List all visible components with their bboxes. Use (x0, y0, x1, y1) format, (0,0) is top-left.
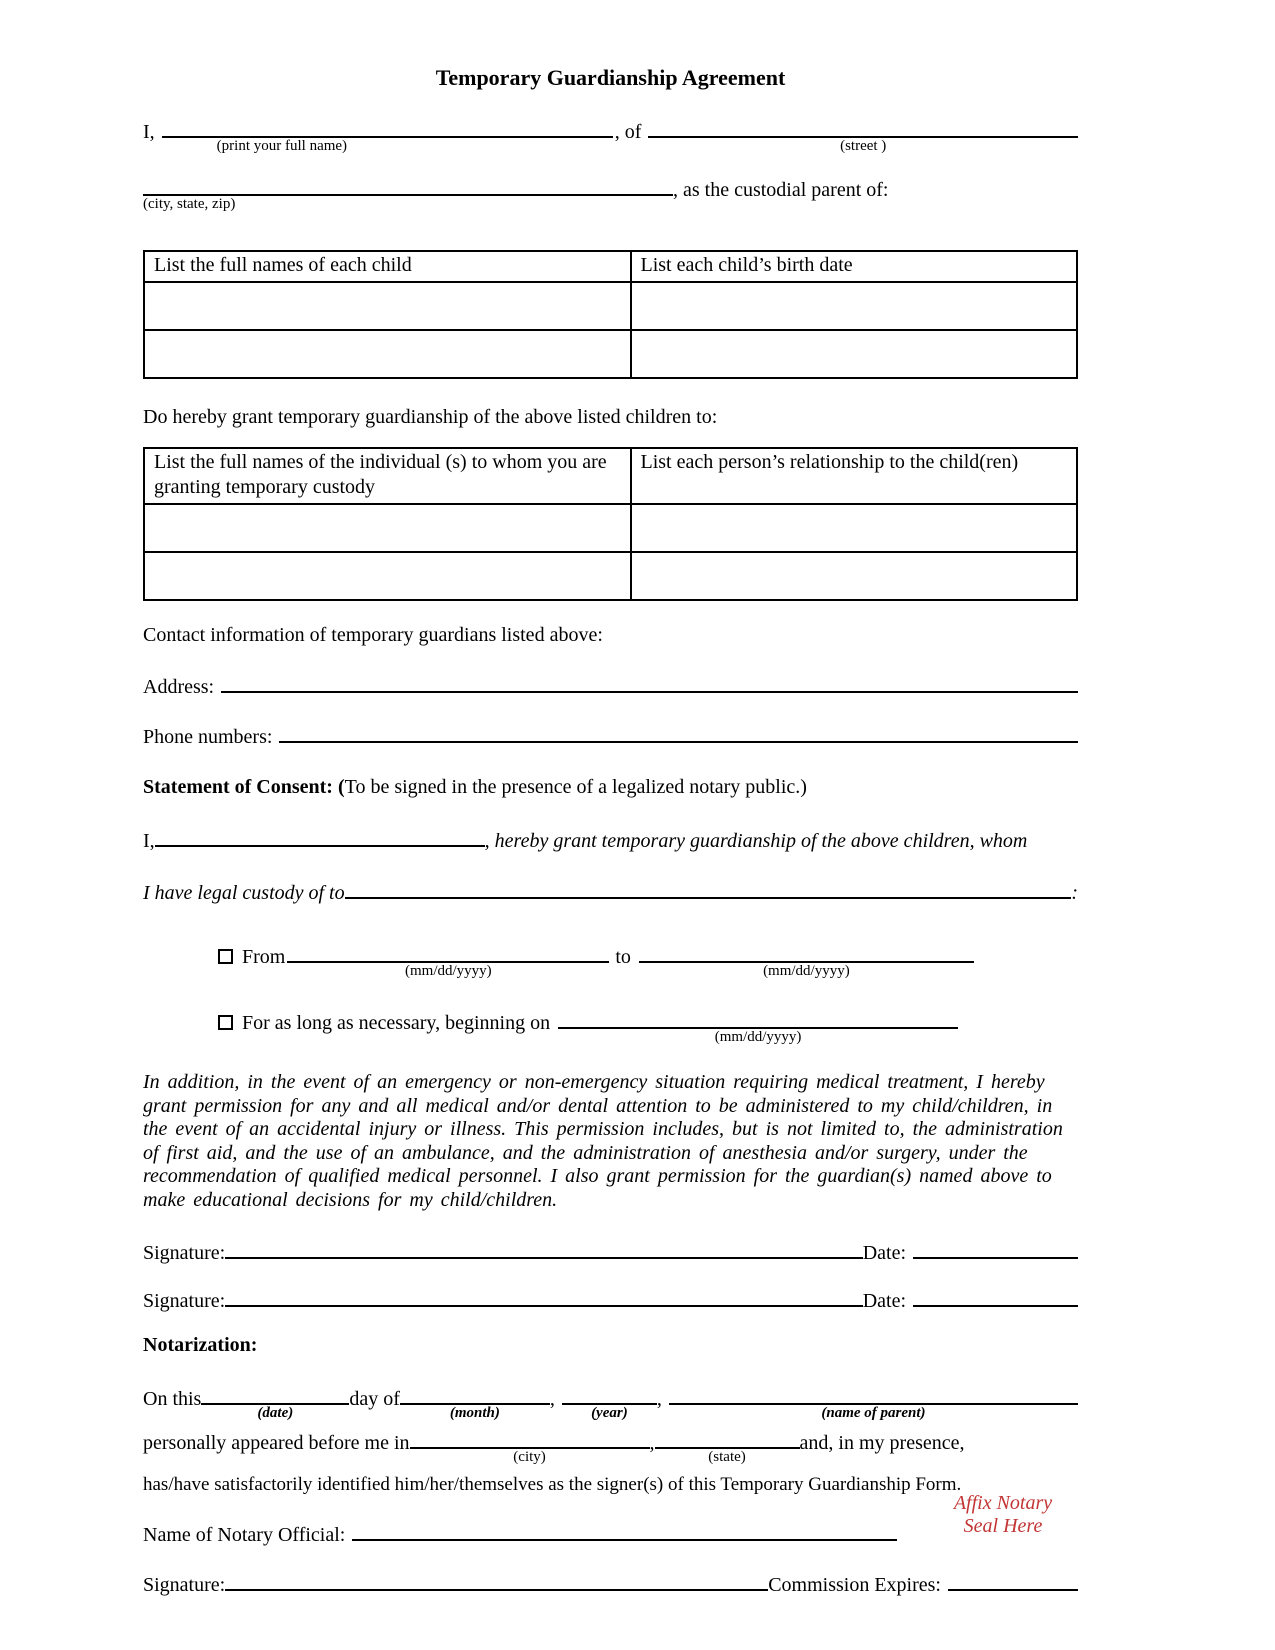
medical-consent-paragraph: In addition, in the event of an emergency or non-emergency situation requiring medical treatment, I hereby grant permission for any and all medical and/or dental attention to be administered to my child/children, in the event of an accidental injury or illness. This permission includes, but is not limited to, the administration of first aid, and the use of an ambulance, and the administration of anesthesia and/or surgery, under the recommendation of qualified medical personnel. I also grant permission for the guardian(s) named above to make educational decisions for my child/children. (143, 1071, 1063, 1211)
notary-name-label: Name of Notary Official: (143, 1523, 346, 1546)
custody-of-to-label: I have legal custody of to (143, 882, 345, 904)
consent-colon: : (1071, 882, 1078, 904)
notary-state-field[interactable] (655, 1427, 800, 1465)
table-row (144, 504, 1077, 552)
period-necessary-row (143, 1007, 1078, 1045)
address-row (143, 671, 1078, 699)
consent-name-field[interactable] (155, 825, 485, 847)
necessary-label: For as long as necessary, beginning on (242, 1012, 551, 1034)
state-caption: (state) (708, 1448, 746, 1465)
phone-numbers-field[interactable] (279, 721, 1078, 743)
table-row (144, 282, 1077, 330)
signature-row-2 (143, 1285, 1078, 1313)
table-row (144, 330, 1077, 378)
signature-label: Signature: (143, 1241, 226, 1264)
address-field[interactable] (221, 671, 1078, 693)
day-of-label: day of (349, 1387, 400, 1410)
print-name-caption: (print your full name) (216, 138, 348, 154)
notary-signature-row (143, 1569, 1078, 1597)
appeared-label: personally appeared before me in (143, 1431, 410, 1454)
seal-note-line-1: Affix Notary (953, 1491, 1053, 1514)
intro-of-label: , of (614, 121, 642, 143)
consent-i-label: I, (143, 830, 155, 852)
notary-month-field[interactable] (400, 1383, 550, 1421)
date-2-field[interactable] (913, 1285, 1078, 1307)
custody-to-field[interactable] (345, 877, 1072, 899)
month-caption: (month) (449, 1404, 500, 1421)
phone-label: Phone numbers: (143, 726, 273, 748)
grant-statement: Do hereby grant temporary guardianship of the above listed children to: (143, 406, 718, 428)
commission-expires-label: Commission Expires: (768, 1573, 941, 1596)
year-caption: (year) (591, 1404, 628, 1421)
child-name-cell[interactable] (144, 282, 631, 330)
from-date-checkbox[interactable] (218, 949, 233, 964)
table-row (144, 552, 1077, 600)
custodial-parent-label: , as the custodial parent of: (673, 179, 889, 201)
parent-name-caption: (name of parent) (821, 1404, 926, 1421)
as-long-as-necessary-checkbox[interactable] (218, 1015, 233, 1030)
comma-separator: , (649, 1431, 655, 1454)
to-date-caption: (mm/dd/yyyy) (763, 963, 850, 979)
street-field[interactable] (648, 116, 1078, 154)
guardian-relationship-cell[interactable] (631, 552, 1078, 600)
children-table-header-birthdate: List each child’s birth date (631, 251, 1078, 282)
guardians-table (143, 447, 1078, 601)
from-date-caption: (mm/dd/yyyy) (405, 963, 492, 979)
consent-heading-rest: To be signed in the presence of a legalized notary public.) (344, 776, 807, 798)
page-title: Temporary Guardianship Agreement (435, 65, 786, 90)
beginning-date-field[interactable] (558, 1007, 958, 1045)
consent-heading (143, 775, 1078, 799)
contact-heading: Contact information of temporary guardians listed above: (143, 624, 603, 646)
notary-name-row (143, 1491, 1078, 1547)
affix-notary-seal-note (928, 1492, 1078, 1538)
intro-line-2 (143, 174, 1078, 212)
identified-statement: has/have satisfactorily identified him/her/themselves as the signer(s) of this Temporary Guardianship Form. (143, 1473, 962, 1495)
commission-expires-field[interactable] (948, 1569, 1078, 1591)
signature-label: Signature: (143, 1289, 226, 1312)
guardians-table-header-relationship: List each person’s relationship to the child(ren) (631, 448, 1078, 504)
comma-separator: , (549, 1387, 555, 1410)
presence-label: and, in my presence, (799, 1431, 965, 1454)
comma-separator: , (656, 1387, 662, 1410)
beginning-date-caption: (mm/dd/yyyy) (714, 1029, 802, 1045)
child-name-cell[interactable] (144, 330, 631, 378)
guardian-name-cell[interactable] (144, 552, 631, 600)
guardian-name-cell[interactable] (144, 504, 631, 552)
notary-city-field[interactable] (410, 1427, 650, 1465)
parent-name-field[interactable] (669, 1383, 1078, 1421)
city-caption: (city) (513, 1448, 546, 1465)
intro-i-label: I, (143, 121, 155, 143)
consent-grant-text: , hereby grant temporary guardianship of the above children, whom (484, 830, 1028, 852)
date-label: Date: (862, 1289, 906, 1312)
to-label: to (615, 946, 631, 968)
full-name-field[interactable] (162, 116, 613, 154)
guardians-table-header-names: List the full names of the individual (s) to whom you are granting temporary custody (144, 448, 631, 504)
notary-line-1 (143, 1383, 1078, 1421)
city-state-zip-caption: (city, state, zip) (143, 196, 236, 212)
from-date-field[interactable] (287, 941, 609, 979)
notarization-heading: Notarization: (143, 1333, 258, 1356)
date-label: Date: (862, 1241, 906, 1264)
signature-row-1 (143, 1237, 1078, 1265)
signature-2-field[interactable] (225, 1285, 862, 1307)
children-table-header-names: List the full names of each child (144, 251, 631, 282)
signature-label: Signature: (143, 1573, 226, 1596)
intro-line-1 (143, 116, 1078, 154)
from-label: From (242, 946, 286, 968)
consent-line-1 (143, 825, 1078, 853)
street-caption: (street ) (840, 138, 887, 154)
signature-1-field[interactable] (225, 1237, 862, 1259)
child-birthdate-cell[interactable] (631, 282, 1078, 330)
consent-heading-bold: Statement of Consent: ( (143, 776, 345, 798)
children-table (143, 250, 1078, 379)
child-birthdate-cell[interactable] (631, 330, 1078, 378)
city-state-zip-field[interactable] (143, 174, 673, 212)
notary-year-field[interactable] (562, 1383, 657, 1421)
date-caption: (date) (257, 1404, 294, 1421)
notary-name-field[interactable] (352, 1519, 897, 1541)
notary-signature-field[interactable] (225, 1569, 768, 1591)
address-label: Address: (143, 676, 215, 698)
phone-row (143, 721, 1078, 749)
date-1-field[interactable] (913, 1237, 1078, 1259)
consent-line-2 (143, 877, 1078, 905)
notary-date-field[interactable] (201, 1383, 349, 1421)
notary-line-2 (143, 1427, 1078, 1465)
to-date-field[interactable] (639, 941, 974, 979)
period-from-row (143, 941, 1078, 979)
guardian-relationship-cell[interactable] (631, 504, 1078, 552)
on-this-label: On this (143, 1387, 202, 1410)
seal-note-line-2: Seal Here (963, 1514, 1043, 1537)
